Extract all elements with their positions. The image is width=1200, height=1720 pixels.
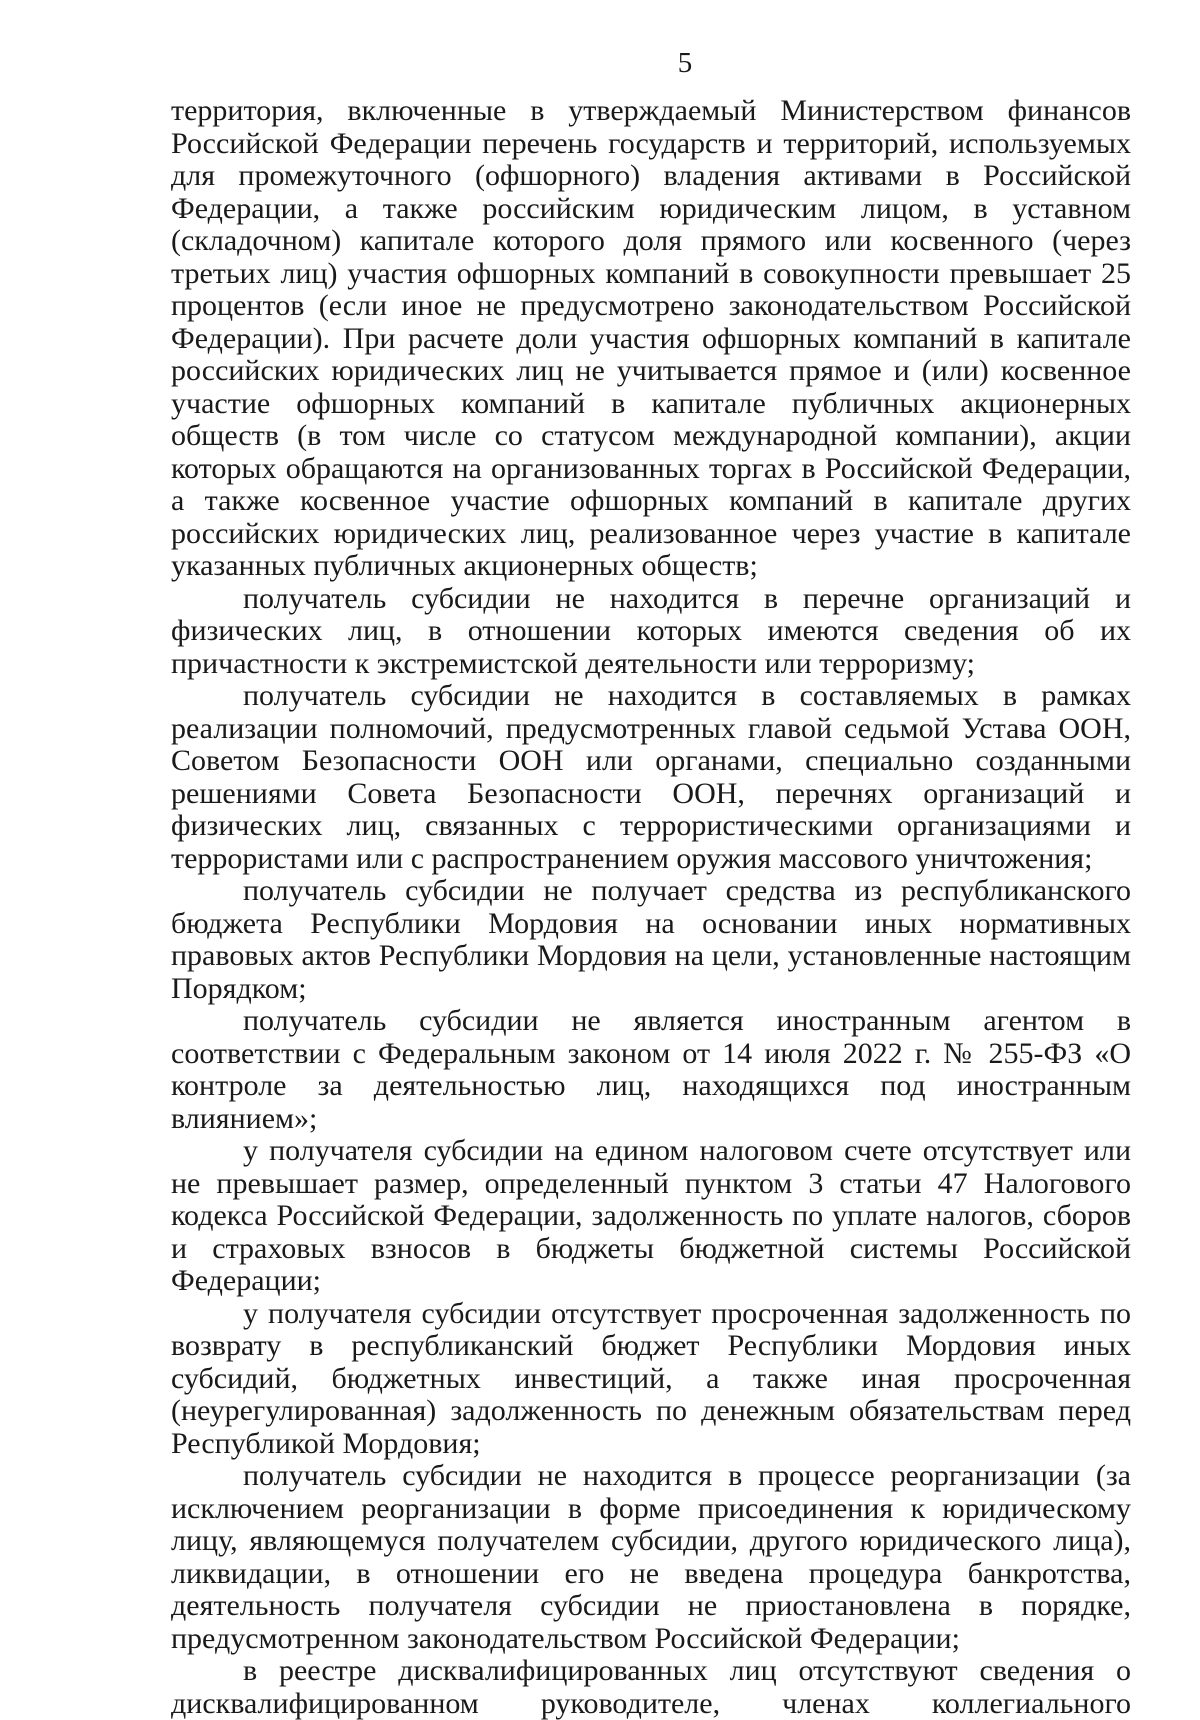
paragraph-extremism-list: получатель субсидии не находится в перечне организаций и физических лиц, в отношении которых имеются сведения об их причастности к экстремистской деятельности или терроризму; — [171, 581, 1131, 680]
paragraph-overdue-debt: у получателя субсидии отсутствует просроченная задолженность по возврату в республиканский бюджет Республики Мордовия иных субсидий, бюджетных инвестиций, а также иная просроченная (неурегулированная) задолженность по денежным обязательствам перед Республикой Мордовия; — [171, 1296, 1131, 1460]
paragraph-reorganization: получатель субсидии не находится в процессе реорганизации (за исключением реорганизации в форме присоединения к юридическому лицу, являющемуся получателем субсидии, другого юридического лица), ликвидации, в отношении его не введена процедура банкротства, деятельность получателя субсидии не приостановлена в порядке, предусмотренном законодательством Российской Федерации; — [171, 1459, 1131, 1655]
paragraph-disqualified-persons: в реестре дисквалифицированных лиц отсутствуют сведения о дисквалифицированном руководителе, членах коллегиального — [171, 1654, 1131, 1720]
document-body — [171, 95, 1131, 1720]
paragraph-tax-debt: у получателя субсидии на едином налоговом счете отсутствует или не превышает размер, определенный пунктом 3 статьи 47 Налогового кодекса Российской Федерации, задолженность по уплате налогов, сборов и страховых взносов в бюджеты бюджетной системы Российской Федерации; — [171, 1134, 1131, 1297]
paragraph-no-other-funds: получатель субсидии не получает средства из республиканского бюджета Республики Мордовия на основании иных нормативных правовых актов Республики Мордовия на цели, установленные настоящим Порядком; — [171, 874, 1131, 1005]
paragraph-un-sanctions-list: получатель субсидии не находится в составляемых в рамках реализации полномочий, предусмотренных главой седьмой Устава ООН, Советом Безопасности ООН или органами, специально созданными решениями Совета Безопасности ООН, перечнях организаций и физических лиц, связанных с террористическими организациями и террористами или с распространением оружия массового уничтожения; — [171, 679, 1131, 875]
paragraph-foreign-agent: получатель субсидии не является иностранным агентом в соответствии с Федеральным законом от 14 июля 2022 г. № 255-ФЗ «О контроле за деятельностью лиц, находящихся под иностранным влиянием»; — [171, 1004, 1131, 1135]
page-number: 5 — [677, 47, 693, 79]
paragraph-offshore-companies: территория, включенные в утверждаемый Министерством финансов Российской Федерации перечень государств и территорий, используемых для промежуточного (офшорного) владения активами в Российской Федерации, а также российским юридическим лицом, в уставном (складочном) капитале которого доля прямого или косвенного (через третьих лиц) участия офшорных компаний в совокупности превышает 25 процентов (если иное не предусмотрено законодательством Российской Федерации). При расчете доли участия офшорных компаний в капитале российских юридических лиц не учитывается прямое и (или) косвенное участие офшорных компаний в капитале публичных акционерных обществ (в том числе со статусом международной компании), акции которых обращаются на организованных торгах в Российской Федерации, а также косвенное участие офшорных компаний в капитале других российских юридических лиц, реализованное через участие в капитале указанных публичных акционерных обществ; — [171, 94, 1131, 582]
